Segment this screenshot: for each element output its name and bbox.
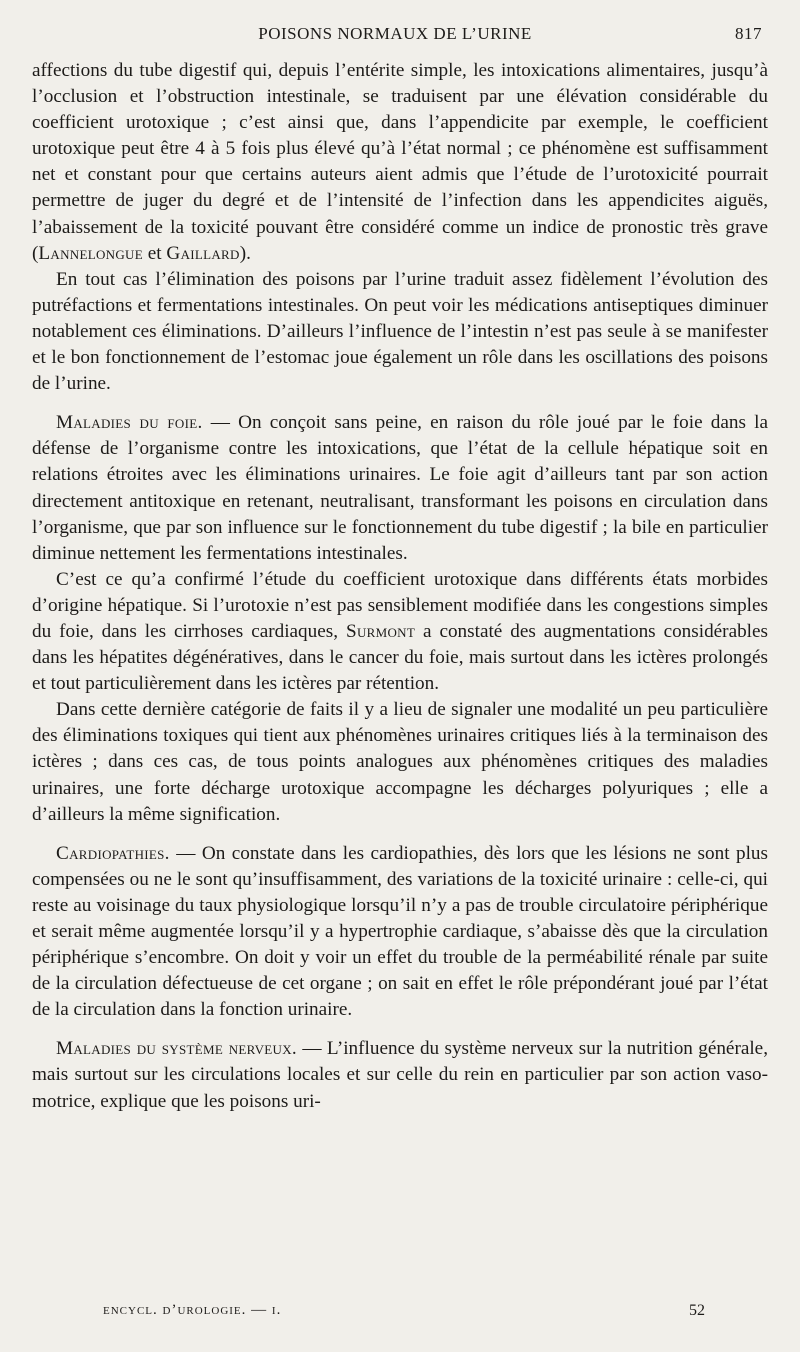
section-heading: Cardiopathies. [56,842,170,864]
body-text [32,58,768,1115]
section-text: — L’influence du système nerveux sur la nutrition générale, mais surtout sur les circulations locales et sur celle du rein en particulier par son action vaso-motrice, explique que les poisons uri- [32,1038,768,1112]
running-header [0,24,800,50]
section-heading: Maladies du système nerveux. [56,1038,297,1060]
paragraph: Dans cette dernière catégorie de faits il y a lieu de signaler une modalité un peu particulière des éliminations toxiques qui tient aux phénomènes urinaires critiques liés à la terminaison des ictères ; dans ces cas, de tous points analogues aux phénomènes critiques des maladies urinaires, une forte décharge urotoxique accompagne les décharges polyuriques ; elle a d’ailleurs la même signification. [32,699,768,825]
author-name: Gaillard [166,242,240,264]
section-text: — On conçoit sans peine, en raison du rôle joué par le foie dans la défense de l’organisme contre les intoxications, que l’état de la cellule hépatique soit en relations étroites avec les éliminations urinaires. Le foie agit d’ailleurs tant par son action directement antitoxique en retenant, neutralisant, transformant les poisons en circulation dans l’organisme, que par son influence sur le fonctionnement du tube digestif ; la bile en particulier diminue nettement les fermentations intestinales. [32,412,768,564]
section-liver [32,410,768,567]
paragraph-text: C’est ce qu’a confirmé l’étude du coefficient urotoxique dans différents états morbides d’origine hépatique. Si l’urotoxie n’est pas sensiblement modifiée dans les congestions simples du foie, dans les cirrhoses cardiaques, [32,568,768,642]
author-name: Surmont [345,620,416,642]
paragraph [32,567,768,697]
author-name: Lannelongue [38,242,143,264]
page-number: 817 [735,24,762,43]
paragraph: En tout cas l’élimination des poisons par l’urine traduit assez fidèlement l’évolution des putréfactions et fermentations intestinales. On peut voir les médications antiseptiques diminuer notablement ces éliminations. D’ailleurs l’influence de l’intestin n’est pas seule à se manifester et le bon fonctionnement de l’estomac joue également un rôle dans les oscillations des poisons de l’urine. [32,268,768,395]
paragraph-text: affections du tube digestif qui, depuis l’entérite simple, les intoxications alimentaires, jusqu’à l’occlusion et l’obstruction intestinale, se traduisent par une élévation considérable du coefficient urotoxique ; c’est ainsi que, dans l’appendicite par exemple, le coefficient urotoxique peut être 4 à 5 fois plus élevé qu’à l’état normal ; ce phénomène est suffisamment net et constant pour que certains auteurs aient admis que l’étude de l’urotoxicité pourrait permettre de juger du degré et de l’intensité de l’infection dans les appendicites aiguës, l’abaissement de la toxicité pouvant être considéré comme un indice de pronostic très grave ( [32,60,768,264]
paragraph-end: ). [239,242,251,264]
paragraph-continuation [32,58,768,267]
paragraph-end: a constaté des augmentations considérables dans les hépatites dégénératives, dans le cancer du foie, mais surtout dans les ictères prolongés et tout particulièrement dans les ictères par rétention. [32,620,768,695]
header-title: POISONS NORMAUX DE L’URINE [258,24,532,43]
footer-source: encycl. d’urologie. — i. [103,1302,282,1318]
section-text: — On constate dans les cardiopathies, dès lors que les lésions ne sont plus compensées ou ne le sont qu’insuffisamment, des variations de la toxicité urinaire : celle-ci, qui reste au voisinage du taux physiologique lorsqu’il n’y a pas de trouble circulatoire périphérique et serait même augmentée lorsqu’il y a hypertrophie cardiaque, s’abaisse dès que la circulation périphérique s’encombre. On doit y voir un effet du trouble de la perméabilité rénale par suite de la circulation défectueuse de cet organe ; on sait en effet le rôle prépondérant joué par l’état de la circulation dans la fonction urinaire. [32,842,768,1021]
section-heading: Maladies du foie. [56,412,203,434]
signature-mark: 52 [689,1302,705,1319]
section-cardiopathies [32,841,768,1024]
connector-text: et [142,242,167,264]
section-nervous-system [32,1036,768,1114]
